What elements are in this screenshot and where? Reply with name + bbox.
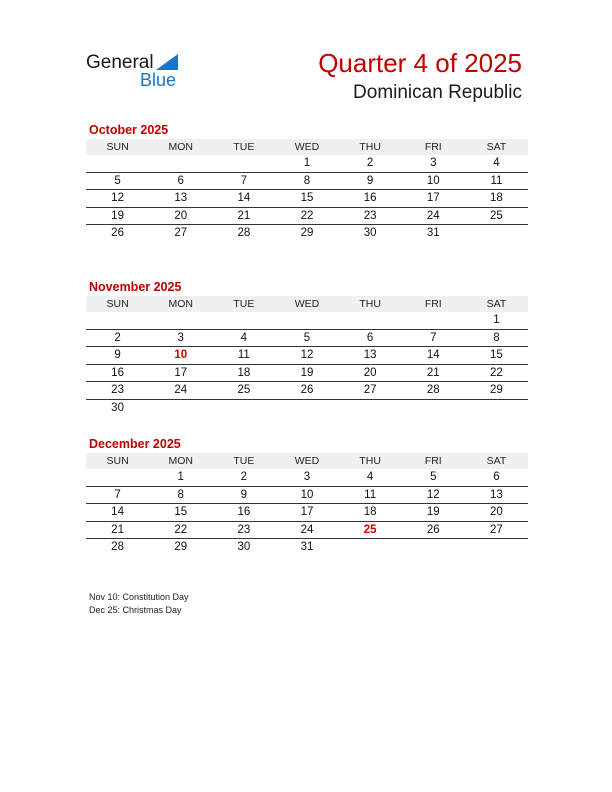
weekday-header: THU [339,139,402,155]
calendar-table [86,296,528,416]
day-cell: 30 [363,227,377,240]
weekday-header: SUN [86,139,149,155]
day-cell [402,312,465,329]
day-cell: 17 [149,364,212,382]
weekday-header: FRI [402,139,465,155]
day-cell: 6 [465,469,528,486]
day-cell [149,312,212,329]
month-december [86,436,528,556]
day-cell: 19 [275,364,338,382]
logo-blue-text: Blue [140,70,177,90]
week-row [86,399,528,416]
day-cell: 23 [86,382,149,400]
weekday-header: TUE [212,453,275,469]
day-cell: 21 [212,207,275,225]
day-cell: 20 [339,364,402,382]
day-cell: 14 [86,504,149,522]
weekday-header: THU [339,296,402,312]
day-cell [212,155,275,172]
day-cell: 5 [275,329,338,347]
day-cell [149,155,212,172]
calendar-table [86,139,528,242]
week-row [86,155,528,172]
day-cell: 2 [86,329,149,347]
day-cell: 29 [465,382,528,400]
day-cell [86,469,149,486]
weekday-header: THU [339,453,402,469]
day-cell [275,399,338,416]
day-cell [86,312,149,329]
day-cell: 29 [174,541,188,554]
day-cell: 11 [339,486,402,504]
day-cell: 19 [86,207,149,225]
day-cell: 6 [149,172,212,190]
weekday-header: SAT [465,139,528,155]
weekday-header: SAT [465,296,528,312]
day-cell: 15 [149,504,212,522]
day-cell: 14 [402,347,465,365]
logo [86,52,196,92]
day-cell [339,539,402,556]
holiday-note: Nov 10: Constitution Day [89,592,189,602]
day-cell [275,312,338,329]
day-cell: 15 [465,347,528,365]
day-cell: 5 [86,172,149,190]
weekday-header: WED [275,453,338,469]
day-cell [212,312,275,329]
day-cell: 19 [402,504,465,522]
day-cell: 13 [339,347,402,365]
month-title: October 2025 [89,123,169,137]
week-row [86,329,528,347]
day-cell: 9 [212,486,275,504]
week-row [86,347,528,365]
logo-general-text: General [86,52,154,73]
weekday-header: SUN [86,296,149,312]
day-cell: 12 [275,347,338,365]
day-cell: 5 [402,469,465,486]
weekday-header: MON [149,296,212,312]
weekday-header: FRI [402,296,465,312]
day-cell: 25 [465,207,528,225]
logo-triangle-icon [156,54,178,70]
day-cell: 23 [339,207,402,225]
day-cell: 3 [402,155,465,172]
day-cell: 12 [86,190,149,208]
weekday-header: WED [275,139,338,155]
weekday-header: MON [149,139,212,155]
day-cell [465,399,528,416]
day-cell: 8 [465,329,528,347]
page-title: Quarter 4 of 2025 [318,48,522,78]
day-cell [212,399,275,416]
month-title: December 2025 [89,437,181,451]
day-cell: 4 [212,329,275,347]
day-cell: 30 [237,541,251,554]
day-cell: 28 [402,382,465,400]
day-cell: 21 [86,521,149,539]
day-cell: 26 [111,227,124,240]
day-cell: 3 [275,469,338,486]
weekday-header: MON [149,453,212,469]
day-cell: 18 [465,190,528,208]
month-title: November 2025 [89,280,182,294]
day-cell [402,399,465,416]
day-cell: 2 [212,469,275,486]
day-cell: 4 [465,155,528,172]
day-cell: 20 [465,504,528,522]
holiday-note: Dec 25: Christmas Day [89,605,182,615]
day-cell: 11 [212,347,275,365]
day-cell: 10 [402,172,465,190]
day-cell: 27 [465,521,528,539]
day-cell: 4 [339,469,402,486]
week-row [86,207,528,225]
day-cell: 16 [339,190,402,208]
day-cell: 8 [275,172,338,190]
day-cell: 17 [275,504,338,522]
day-cell: 26 [402,521,465,539]
day-cell: 23 [212,521,275,539]
week-row [86,469,528,486]
day-cell: 22 [465,364,528,382]
day-cell: 28 [237,227,251,240]
day-cell: 2 [339,155,402,172]
day-cell: 30 [111,401,124,414]
day-cell: 24 [402,207,465,225]
day-cell [402,539,465,556]
month-october [86,122,528,242]
day-cell [149,399,212,416]
week-row [86,364,528,382]
week-row [86,521,528,539]
day-cell: 24 [275,521,338,539]
month-november [86,279,528,416]
week-row [86,172,528,190]
day-cell: 13 [149,190,212,208]
weekday-header: SAT [465,453,528,469]
day-cell: 3 [149,329,212,347]
day-cell: 22 [149,521,212,539]
country-name: Dominican Republic [353,82,522,103]
day-cell: 16 [212,504,275,522]
day-cell: 25 [212,382,275,400]
day-cell: 25 [339,521,402,539]
day-cell [465,539,528,556]
holiday-notes [89,591,189,617]
day-cell: 18 [339,504,402,522]
day-cell: 31 [426,227,440,240]
week-row [86,225,528,242]
day-cell: 21 [402,364,465,382]
day-cell: 27 [339,382,402,400]
weekday-header: SUN [86,453,149,469]
day-cell: 12 [402,486,465,504]
day-cell: 14 [212,190,275,208]
day-cell: 31 [300,541,314,554]
day-cell: 27 [174,227,188,240]
day-cell: 18 [212,364,275,382]
day-cell: 17 [402,190,465,208]
day-cell: 15 [275,190,338,208]
day-cell: 6 [339,329,402,347]
day-cell: 28 [111,541,124,554]
day-cell [86,155,149,172]
week-row [86,486,528,504]
day-cell: 1 [149,469,212,486]
day-cell: 29 [300,227,314,240]
day-cell: 10 [149,347,212,365]
day-cell: 10 [275,486,338,504]
day-cell: 1 [275,155,338,172]
day-cell: 26 [275,382,338,400]
day-cell: 1 [465,312,528,329]
day-cell: 16 [86,364,149,382]
weekday-header: WED [275,296,338,312]
week-row [86,312,528,329]
week-row [86,382,528,400]
day-cell [339,399,402,416]
day-cell: 7 [86,486,149,504]
weekday-header: FRI [402,453,465,469]
week-row [86,504,528,522]
day-cell: 22 [275,207,338,225]
week-row [86,539,528,556]
day-cell [339,312,402,329]
day-cell: 7 [212,172,275,190]
weekday-header: TUE [212,139,275,155]
week-row [86,190,528,208]
day-cell: 11 [465,172,528,190]
calendar-table [86,453,528,556]
day-cell: 8 [149,486,212,504]
day-cell: 7 [402,329,465,347]
day-cell: 13 [465,486,528,504]
weekday-header: TUE [212,296,275,312]
day-cell [465,225,528,242]
day-cell: 9 [339,172,402,190]
day-cell: 24 [149,382,212,400]
day-cell: 9 [86,347,149,365]
day-cell: 20 [149,207,212,225]
